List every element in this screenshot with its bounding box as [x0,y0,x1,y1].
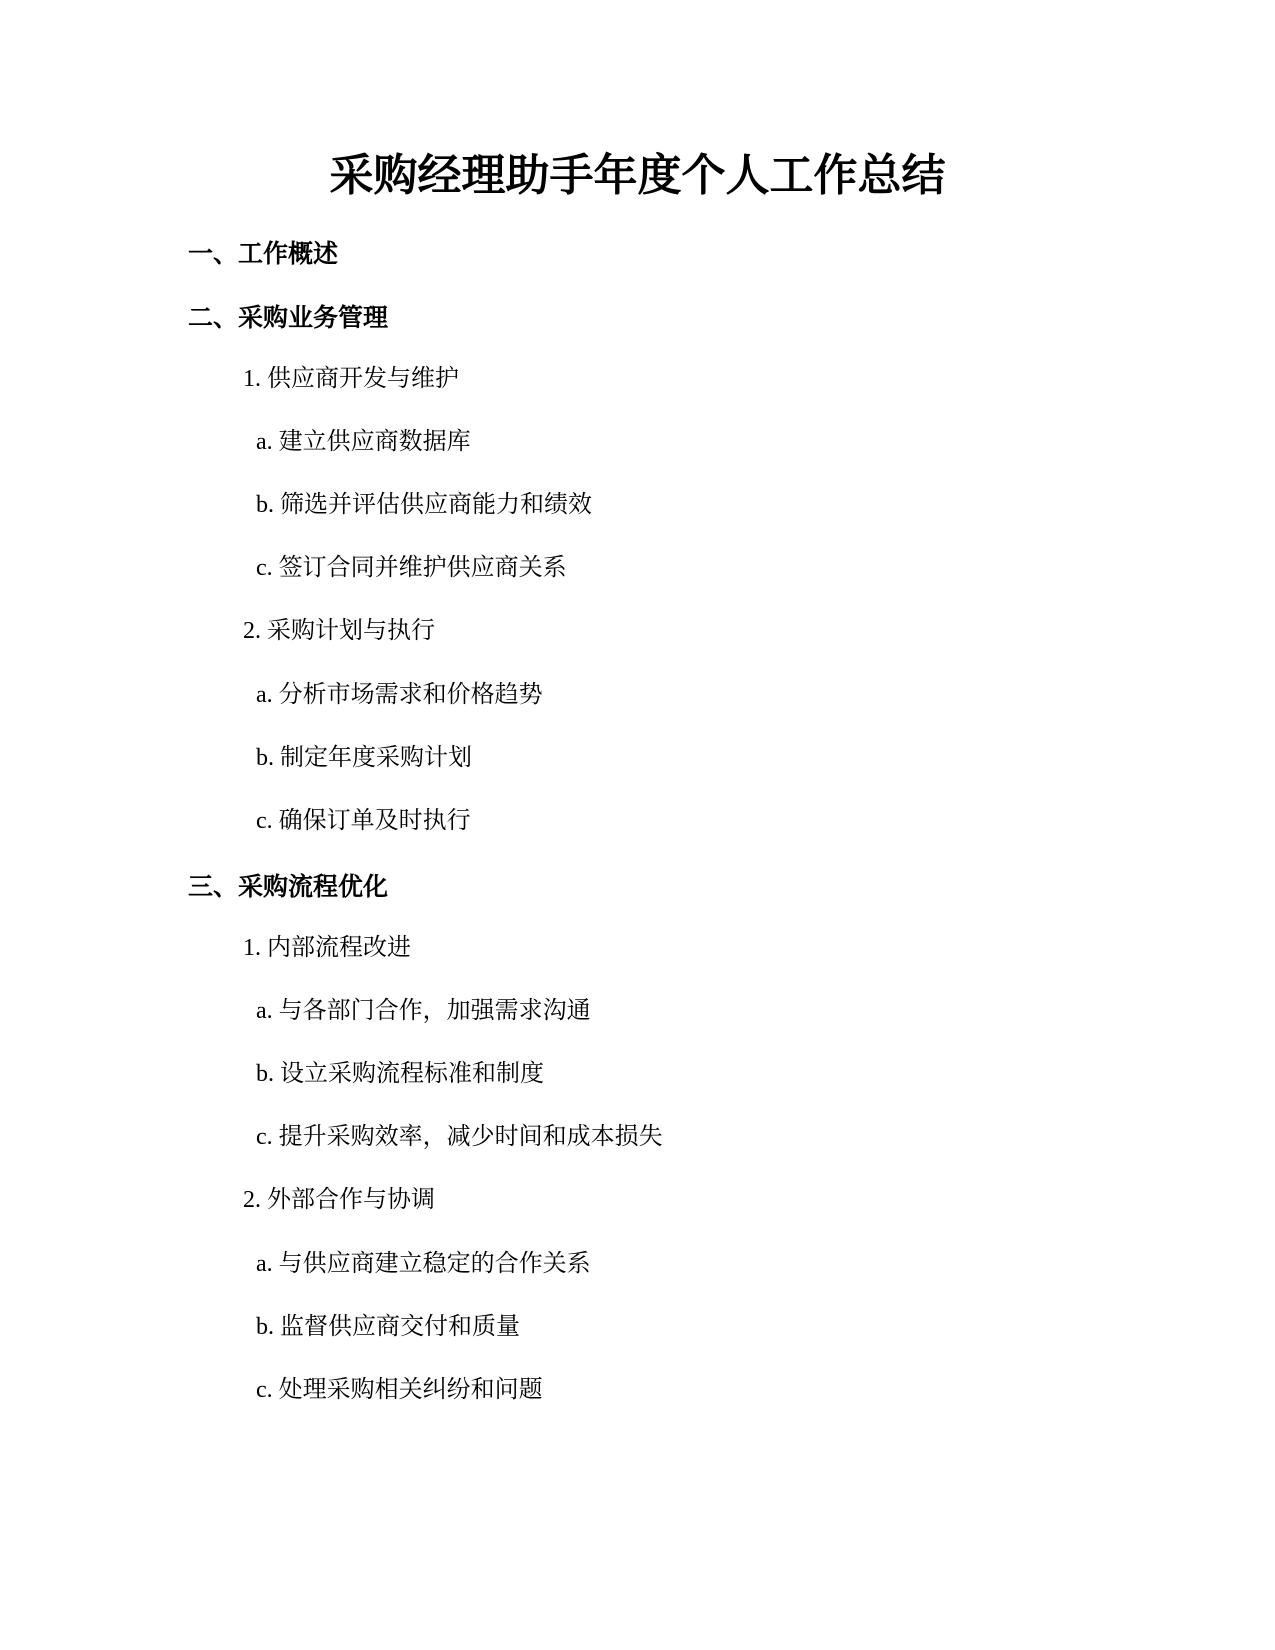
list-subitem: c. 提升采购效率，减少时间和成本损失 [256,1124,663,1150]
list-subitem: a. 分析市场需求和价格趋势 [256,682,543,708]
list-subitem: c. 处理采购相关纠纷和问题 [256,1377,543,1403]
list-item-procurement-planning: 2. 采购计划与执行 [243,618,435,644]
list-item-internal-process: 1. 内部流程改进 [243,935,411,961]
list-subitem: b. 筛选并评估供应商能力和绩效 [256,492,592,518]
section-heading-procurement-management: 二、采购业务管理 [188,303,389,332]
list-item-external-cooperation: 2. 外部合作与协调 [243,1187,435,1213]
list-item-supplier-development: 1. 供应商开发与维护 [243,366,459,392]
list-subitem: b. 监督供应商交付和质量 [256,1314,520,1340]
list-subitem: a. 与供应商建立稳定的合作关系 [256,1251,591,1277]
list-subitem: a. 与各部门合作，加强需求沟通 [256,998,591,1024]
list-subitem: c. 签订合同并维护供应商关系 [256,555,567,581]
section-heading-process-optimization: 三、采购流程优化 [188,872,389,901]
list-subitem: b. 设立采购流程标准和制度 [256,1061,544,1087]
list-subitem: a. 建立供应商数据库 [256,429,471,455]
list-subitem: b. 制定年度采购计划 [256,745,472,771]
document-title: 采购经理助手年度个人工作总结 [329,150,946,201]
list-subitem: c. 确保订单及时执行 [256,808,471,834]
section-heading-overview: 一、工作概述 [188,239,339,268]
